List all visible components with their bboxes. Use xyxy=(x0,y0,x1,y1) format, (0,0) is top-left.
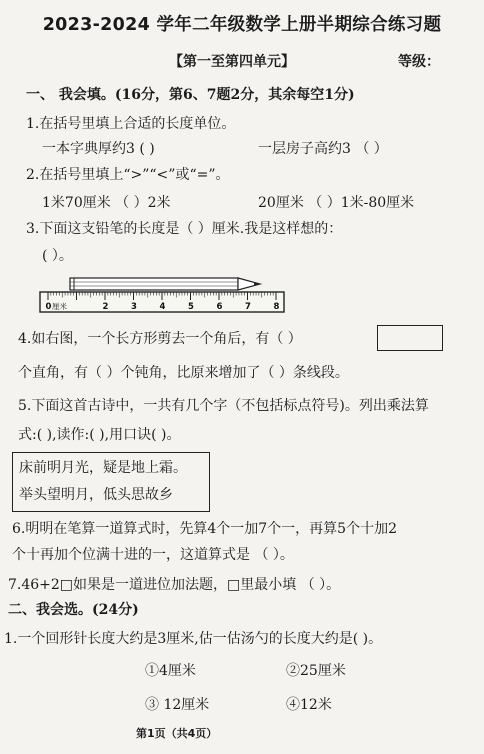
grade-label: 等级： xyxy=(398,54,440,70)
ruler-tick-label: 3 xyxy=(131,302,137,312)
q4-line-2[interactable]: 个直角，有（ ）个钝角，比原来增加了（ ）条线段。 xyxy=(18,365,349,381)
pencil-icon xyxy=(70,278,260,290)
q2-stem: 2.在括号里填上“>”“<”或“=”。 xyxy=(26,167,230,183)
q6-line-1: 6.明明在笔算一道算式时，先算4个一加7个一，再算5个十加2 xyxy=(12,521,397,537)
s2-q1-option-1[interactable]: ①4厘米 xyxy=(145,663,196,679)
ruler-tick-label: 8 xyxy=(273,302,280,312)
ruler-tick-label: 0 xyxy=(45,302,52,312)
ruler-tick-label: 2 xyxy=(102,302,109,312)
s2-q1-option-4[interactable]: ④12米 xyxy=(286,697,332,713)
s2-q1-option-2[interactable]: ②25厘米 xyxy=(286,663,346,679)
poem-line-2: 举头望明月，低头思故乡 xyxy=(19,487,173,503)
ruler-tick-label: 7 xyxy=(245,302,251,312)
unit-range: 【第一至第四单元】 xyxy=(169,54,295,70)
q1-blank-a[interactable]: 一本字典厚约3 ( ) xyxy=(42,141,155,157)
q7-line[interactable]: 7.46+2□如果是一道进位加法题，□里最小填 （ ）。 xyxy=(8,577,341,593)
pencil-ruler-figure xyxy=(38,270,288,318)
section-1-heading: 一、 我会填。(16分，第6、7题2分，其余每空1分) xyxy=(26,87,355,103)
poem-line-1: 床前明月光，疑是地上霜。 xyxy=(19,460,187,476)
s2-q1-stem[interactable]: 1.一个回形针长度大约是3厘米,估一估汤勺的长度大约是( )。 xyxy=(4,631,383,647)
page-number: 第1页（共4页） xyxy=(136,727,218,740)
ruler-unit-label: 厘米 xyxy=(52,302,67,311)
ruler-tick-label: 4 xyxy=(159,302,166,312)
page-title: 2023-2024 学年二年级数学上册半期综合练习题 xyxy=(42,15,442,35)
poem-box xyxy=(12,452,210,512)
section-2-heading: 二、我会选。(24分) xyxy=(8,602,139,618)
q2-compare-a[interactable]: 1米70厘米 （ ）2米 xyxy=(42,195,171,211)
ruler xyxy=(40,292,284,312)
q4-line-1[interactable]: 4.如右图，一个长方形剪去一个角后，有（ ） xyxy=(18,331,302,347)
q5-line-2[interactable]: 式:( ),读作:( ),用口诀( )。 xyxy=(18,427,181,443)
ruler-tick-label: 5 xyxy=(188,302,194,312)
rectangle-figure xyxy=(377,325,443,351)
s2-q1-option-3[interactable]: ③ 12厘米 xyxy=(145,697,210,713)
q2-compare-b[interactable]: 20厘米 （ ）1米-80厘米 xyxy=(258,195,415,211)
q1-blank-b[interactable]: 一层房子高约3 （ ） xyxy=(258,141,388,157)
q3-line-1[interactable]: 3.下面这支铅笔的长度是（ ）厘米.我是这样想的： xyxy=(26,221,343,237)
q5-line-1: 5.下面这首古诗中，一共有几个字（不包括标点符号)。列出乘法算 xyxy=(18,398,429,414)
q6-line-2[interactable]: 个十再加个位满十进的一，这道算式是 （ ）。 xyxy=(12,547,294,563)
q3-line-2[interactable]: ( ）。 xyxy=(42,248,73,264)
ruler-tick-label: 6 xyxy=(216,302,223,312)
q1-stem: 1.在括号里填上合适的长度单位。 xyxy=(26,116,236,132)
